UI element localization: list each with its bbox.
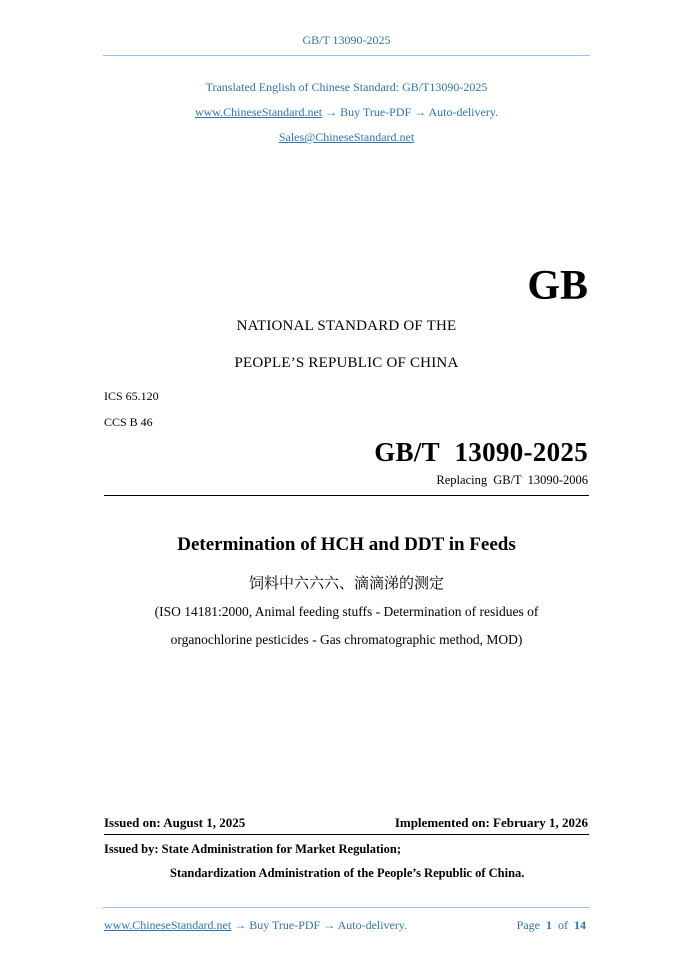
national-standard-line2: PEOPLE’S REPUBLIC OF CHINA: [234, 355, 459, 371]
implemented-on-date: Implemented on: February 1, 2026: [394, 815, 588, 830]
buy-line: [0, 105, 693, 120]
document-title-chinese: 饲料中六六六、滴滴涕的测定: [248, 574, 444, 592]
translation-notice: Translated English of Chinese Standard: GB/T13090-2025: [205, 80, 488, 94]
footer-buy-text: → Buy True-PDF → Auto-delivery.: [231, 918, 408, 932]
issue-divider: [104, 834, 589, 835]
national-standard-line1: NATIONAL STANDARD OF THE: [236, 318, 457, 334]
issued-on-date: Issued on: August 1, 2025: [104, 815, 246, 830]
header-divider: [103, 55, 590, 56]
footer-buy-line: [104, 918, 407, 933]
page-indicator: [517, 918, 586, 933]
standard-number: GB/T 13090-2025: [374, 437, 588, 467]
iso-reference-line2: organochlorine pesticides - Gas chromatographic method, MOD): [170, 632, 523, 647]
iso-reference-line1: (ISO 14181:2000, Animal feeding stuffs - Determination of residues of: [154, 604, 539, 619]
sales-email-link[interactable]: Sales@ChineseStandard.net: [278, 130, 415, 144]
issued-by-line2: Standardization Administration of the People’s Republic of China.: [170, 866, 525, 880]
page-label: Page: [516, 918, 540, 932]
issued-by-line1: Issued by: State Administration for Market Regulation;: [104, 842, 401, 856]
gb-logo: GB: [527, 263, 588, 309]
footer-divider: [103, 907, 590, 908]
page-current: 1: [546, 918, 552, 932]
site-link[interactable]: www.ChineseStandard.net: [194, 105, 323, 119]
standard-divider: [104, 495, 589, 496]
buy-text: → Buy True-PDF → Auto-delivery.: [322, 105, 499, 119]
footer-site-link[interactable]: www.ChineseStandard.net: [104, 918, 232, 932]
replacing-standard: Replacing GB/T 13090-2006: [436, 473, 588, 487]
ccs-code: CCS B 46: [104, 415, 153, 429]
document-title-english: Determination of HCH and DDT in Feeds: [177, 534, 516, 555]
ics-code: ICS 65.120: [104, 389, 159, 403]
page-header-title: GB/T 13090-2025: [302, 33, 391, 47]
page-total: 14: [574, 918, 586, 932]
page-of: of: [558, 918, 568, 932]
sales-line: [0, 130, 693, 145]
